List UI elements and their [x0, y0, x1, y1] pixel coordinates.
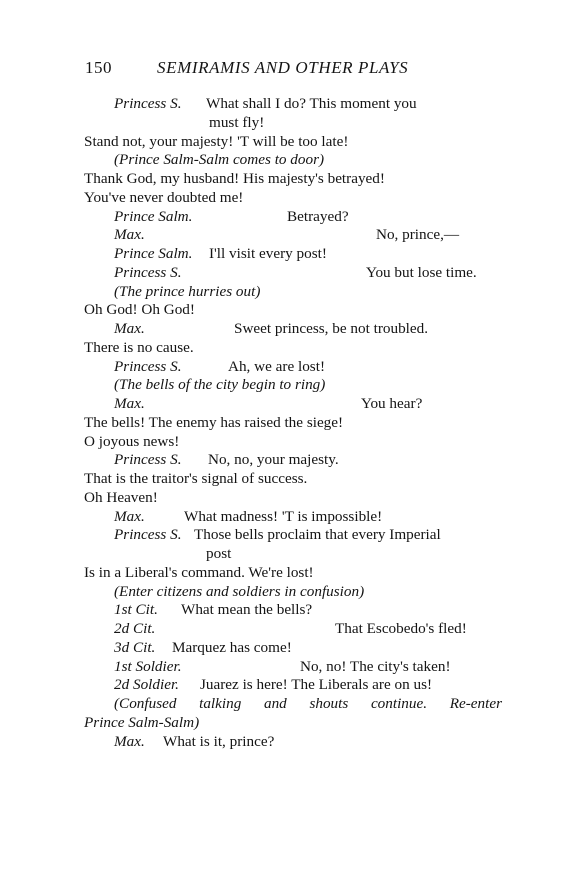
stage-direction: (Enter citizens and soldiers in confusion): [114, 582, 365, 600]
speaker-name: Princess S.: [114, 451, 182, 469]
dialogue-line: [84, 208, 504, 227]
dialogue-line: [84, 508, 504, 527]
dialogue-line: [84, 414, 504, 433]
speaker-name: Princess S.: [114, 357, 182, 375]
dialogue-text: Oh Heaven!: [84, 488, 158, 506]
dialogue-text: No, no! The city's taken!: [300, 657, 451, 675]
dialogue-text: Oh God! Oh God!: [84, 301, 195, 319]
dialogue-line: [84, 320, 504, 339]
speaker-name: Max.: [114, 320, 145, 337]
dialogue-line: [84, 489, 504, 508]
dialogue-line: [84, 658, 504, 677]
speaker-name: Prince Salm.: [114, 245, 193, 262]
dialogue-line: [84, 620, 504, 639]
dialogue-line: [84, 95, 504, 114]
speaker-name: Princess S.: [114, 263, 182, 281]
dialogue-line: [84, 170, 504, 189]
dialogue-text: The bells! The enemy has raised the siege!: [84, 413, 344, 431]
dialogue-text: Ah, we are lost!: [228, 357, 325, 375]
speaker-name: 1st Cit.: [114, 601, 158, 619]
speaker-name: 2d Soldier.: [114, 676, 179, 694]
speaker-name: Princess S.: [114, 526, 182, 544]
dialogue-line: [84, 395, 504, 414]
stage-direction: Prince Salm-Salm): [84, 713, 200, 731]
dialogue-text: post: [206, 545, 232, 562]
page-number: 150: [85, 58, 112, 77]
running-title: SEMIRAMIS AND OTHER PLAYS: [157, 58, 409, 77]
stage-direction: (The prince hurries out): [114, 282, 261, 300]
speaker-name: 1st Soldier.: [114, 657, 182, 675]
dialogue-text: Is in a Liberal's command. We're lost!: [84, 563, 314, 581]
dialogue-text: You hear?: [361, 395, 423, 412]
dialogue-text: There is no cause.: [84, 338, 194, 356]
stage-direction: (Prince Salm-Salm comes to door): [114, 151, 325, 169]
dialogue-text: Sweet princess, be not troubled.: [234, 320, 429, 337]
dialogue-text: Those bells proclaim that every Imperial: [194, 526, 441, 544]
dialogue-text: Marquez has come!: [172, 638, 292, 656]
dialogue-line: [84, 114, 504, 133]
dialogue-text: What is it, prince?: [163, 732, 275, 750]
stage-direction: (The bells of the city begin to ring): [114, 376, 326, 394]
dialogue-line: [84, 189, 504, 208]
speaker-name: Max.: [114, 732, 145, 750]
dialogue-text: Stand not, your majesty! 'T will be too late!: [84, 132, 349, 150]
dialogue-line: [84, 433, 504, 452]
dialogue-line: [84, 470, 504, 489]
running-header: [85, 58, 409, 78]
dialogue-line: [84, 245, 504, 264]
dialogue-text: O joyous news!: [84, 432, 180, 450]
dialogue-line: [84, 601, 504, 620]
dialogue-text: What madness! 'T is impossible!: [184, 507, 383, 525]
dialogue-text: No, no, your majesty.: [208, 451, 339, 469]
speaker-name: 3d Cit.: [114, 638, 156, 656]
stage-direction: (Confused talking and shouts continue. Re-enter: [114, 695, 502, 712]
dialogue-text: Thank God, my husband! His majesty's betrayed!: [84, 170, 385, 187]
play-text: [84, 95, 504, 751]
speaker-name: 2d Cit.: [114, 620, 156, 637]
speaker-name: Max.: [114, 226, 145, 244]
dialogue-text: must fly!: [209, 113, 265, 131]
dialogue-line: [84, 451, 504, 470]
speaker-name: Prince Salm.: [114, 207, 193, 225]
dialogue-text: Juarez is here! The Liberals are on us!: [200, 676, 433, 694]
dialogue-line: [84, 733, 504, 752]
dialogue-line: [84, 301, 504, 320]
dialogue-text: You've never doubted me!: [84, 188, 244, 206]
dialogue-text: You but lose time.: [366, 263, 477, 281]
dialogue-line: [84, 226, 504, 245]
dialogue-line: [84, 133, 504, 152]
dialogue-text: No, prince,—: [376, 226, 460, 244]
dialogue-line: [84, 358, 504, 377]
speaker-name: Max.: [114, 395, 145, 412]
dialogue-text: That is the traitor's signal of success.: [84, 470, 308, 487]
speaker-name: Princess S.: [114, 95, 182, 112]
speaker-name: Max.: [114, 507, 145, 525]
dialogue-text: What mean the bells?: [181, 601, 313, 619]
dialogue-text: Betrayed?: [287, 207, 349, 225]
dialogue-line: [84, 264, 504, 283]
dialogue-text: What shall I do? This moment you: [206, 95, 417, 112]
dialogue-line: [84, 526, 504, 545]
dialogue-line: [84, 564, 504, 583]
dialogue-line: [84, 676, 504, 695]
dialogue-text: That Escobedo's fled!: [335, 620, 467, 637]
dialogue-line: [84, 339, 504, 358]
dialogue-line: [84, 639, 504, 658]
dialogue-text: I'll visit every post!: [209, 245, 327, 262]
dialogue-line: [84, 545, 504, 564]
